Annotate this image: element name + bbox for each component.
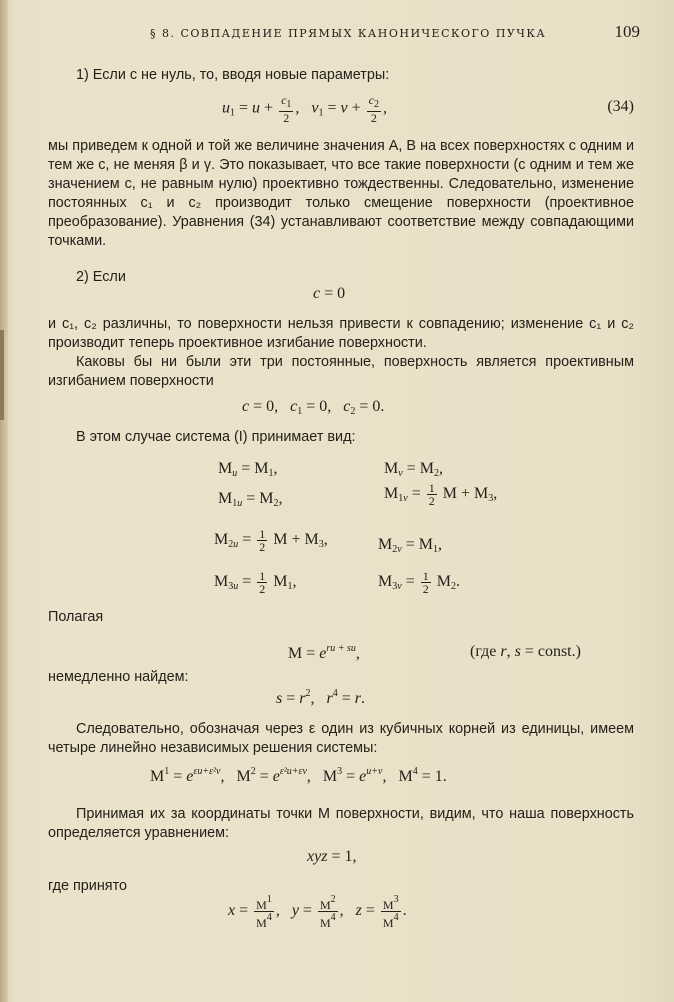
spine-mark xyxy=(0,330,4,420)
equation-c-zero: c = 0 xyxy=(313,285,346,302)
paragraph-all-zero: Каковы бы ни были эти три постоянные, поверхность является проективным изгибанием поверхности xyxy=(48,354,634,389)
running-header xyxy=(150,22,640,41)
text-polagaya: Полагая xyxy=(48,609,104,625)
system-eq-3: $M_{1u} = M_2$, xyxy=(218,490,283,509)
system-eq-8: $M_{3v}$ = $\frac{1}{2}$ $M_2$. xyxy=(378,569,460,596)
system-eq-6: $M_{2v} = M_1$, xyxy=(378,536,442,555)
equation-34: $u_1 = u$ + $\frac{c_1}{2}$ , $v_1 = v$ + $\frac{c_2}{2}$ , xyxy=(222,93,387,125)
equation-s-r: $s = r^2$, $r^4 = r$. xyxy=(276,688,365,707)
paragraph-case1-intro: 1) Если c не нуль, то, вводя новые параметры: xyxy=(76,67,390,83)
system-eq-1: $M_u = M_1$, xyxy=(218,460,278,479)
system-eq-2: $M_v = M_2$, xyxy=(384,460,443,479)
paragraph-case2-intro: 2) Если xyxy=(76,269,126,285)
system-eq-4: $M_{1v}$ = $\frac{1}{2}$ $M + M_3$, xyxy=(384,481,498,508)
equation-number-34: (34) xyxy=(607,98,634,115)
equation-coordinates: x = $\frac{M^1}{M^4}$ , y = $\frac{M^2}{M^4}$ , z = $\frac{M^3}{M^4}$ . xyxy=(228,894,407,930)
equation-M-exp-note: (где r, s = const.) xyxy=(470,643,581,660)
paragraph-system-form: В этом случае система (I) принимает вид: xyxy=(76,429,356,445)
system-eq-5: $M_{2u}$ = $\frac{1}{2}$ $M + M_3$, xyxy=(214,527,328,554)
text-where-taken: где принято xyxy=(48,878,128,894)
page-spine-shadow xyxy=(0,0,8,1002)
header-title: § 8. СОВПАДЕНИЕ ПРЯМЫХ КАНОНИЧЕСКОГО ПУЧКА xyxy=(150,27,547,40)
paragraph-surface-equation: Принимая их за координаты точки M поверхности, видим, что наша поверхность определяется уравнением: xyxy=(48,806,634,841)
equation-M-exp: $M = e^{ru + su}$, xyxy=(288,643,360,662)
paragraph-case1-body: мы приведем к одной и той же величине значения A, B на всех поверхностях с одним и тем же c, не меняя β и γ. Это показывает, что все такие поверхности (с одним и тем же значением c, не равным нулю) проективно тождественны. Следовательно, изменение постоянных c₁ и c₂ производит только смещение поверхности (проективное преобразование). Уравнения (34) устанавливают соответствие между совпадающими точками. xyxy=(48,138,634,249)
equation-all-constants-zero: c = 0, $c_1 = 0$, $c_2 = 0$. xyxy=(242,398,385,417)
equation-xyz: xyz = 1, xyxy=(307,848,357,865)
paragraph-cubic-roots: Следовательно, обозначая через ε один из кубичных корней из единицы, имеем четыре линейно независимых решения системы: xyxy=(48,721,634,756)
text-immediately-find: немедленно найдем: xyxy=(48,669,189,685)
paragraph-case2-body: и c₁, c₂ различны, то поверхности нельзя привести к совпадению; изменение c₁ и c₂ производит теперь проективное изгибание поверхности. xyxy=(48,316,634,351)
equation-four-solutions: $M^1 = e^{\varepsilon u+\varepsilon^2v}$, $M^2 = e^{\varepsilon^2u+\varepsilon v}$, $M^3 = e^{u+v}$, $M^4 = 1$. xyxy=(150,766,447,785)
page-number: 109 xyxy=(614,22,640,41)
system-eq-7: $M_{3u}$ = $\frac{1}{2}$ $M_1$, xyxy=(214,569,297,596)
